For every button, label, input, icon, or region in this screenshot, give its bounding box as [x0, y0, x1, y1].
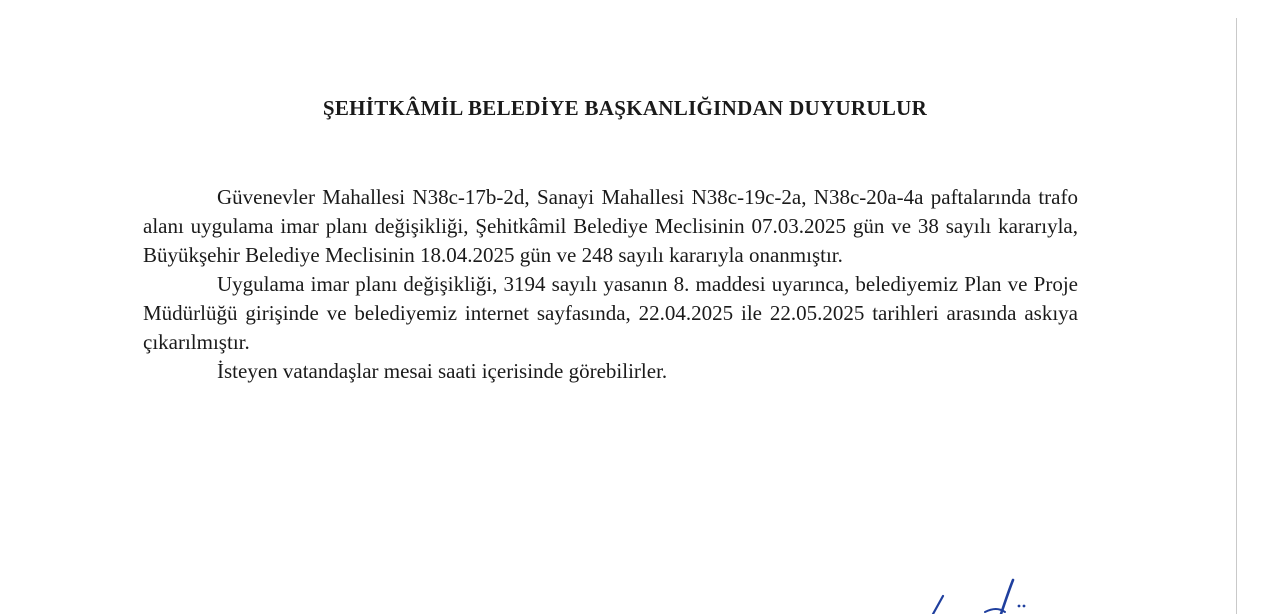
signature-dot-2 — [1023, 605, 1026, 608]
announcement-title: ŞEHİTKÂMİL BELEDİYE BAŞKANLIĞINDAN DUYURULUR — [322, 96, 928, 120]
signature-dot-1 — [1018, 605, 1021, 608]
announcement-body — [143, 183, 1078, 386]
signature-stroke-1 — [933, 596, 943, 614]
paragraph-plan-approval: Güvenevler Mahallesi N38c-17b-2d, Sanayi Mahallesi N38c-19c-2a, N38c-20a-4a paftalarında trafo alanı uygulama imar planı değişikliği, Şehitkâmil Belediye Meclisinin 07.03.2025 gün ve 38 sayılı kararıyla, Büyükşehir Belediye Meclisinin 18.04.2025 gün ve 248 sayılı kararıyla onanmıştır. — [143, 185, 1078, 267]
paragraph-public-display: Uygulama imar planı değişikliği, 3194 sayılı yasanın 8. maddesi uyarınca, belediyemiz Plan ve Proje Müdürlüğü girişinde ve belediyemiz internet sayfasında, 22.04.2025 ile 22.05.2025 tarihleri arasında askıya çıkarılmıştır. — [143, 272, 1078, 354]
paragraph-viewing-info: İsteyen vatandaşlar mesai saati içerisinde görebilirler. — [217, 359, 668, 383]
signature-stroke-2 — [1001, 580, 1013, 614]
handwritten-signature — [925, 572, 1045, 614]
